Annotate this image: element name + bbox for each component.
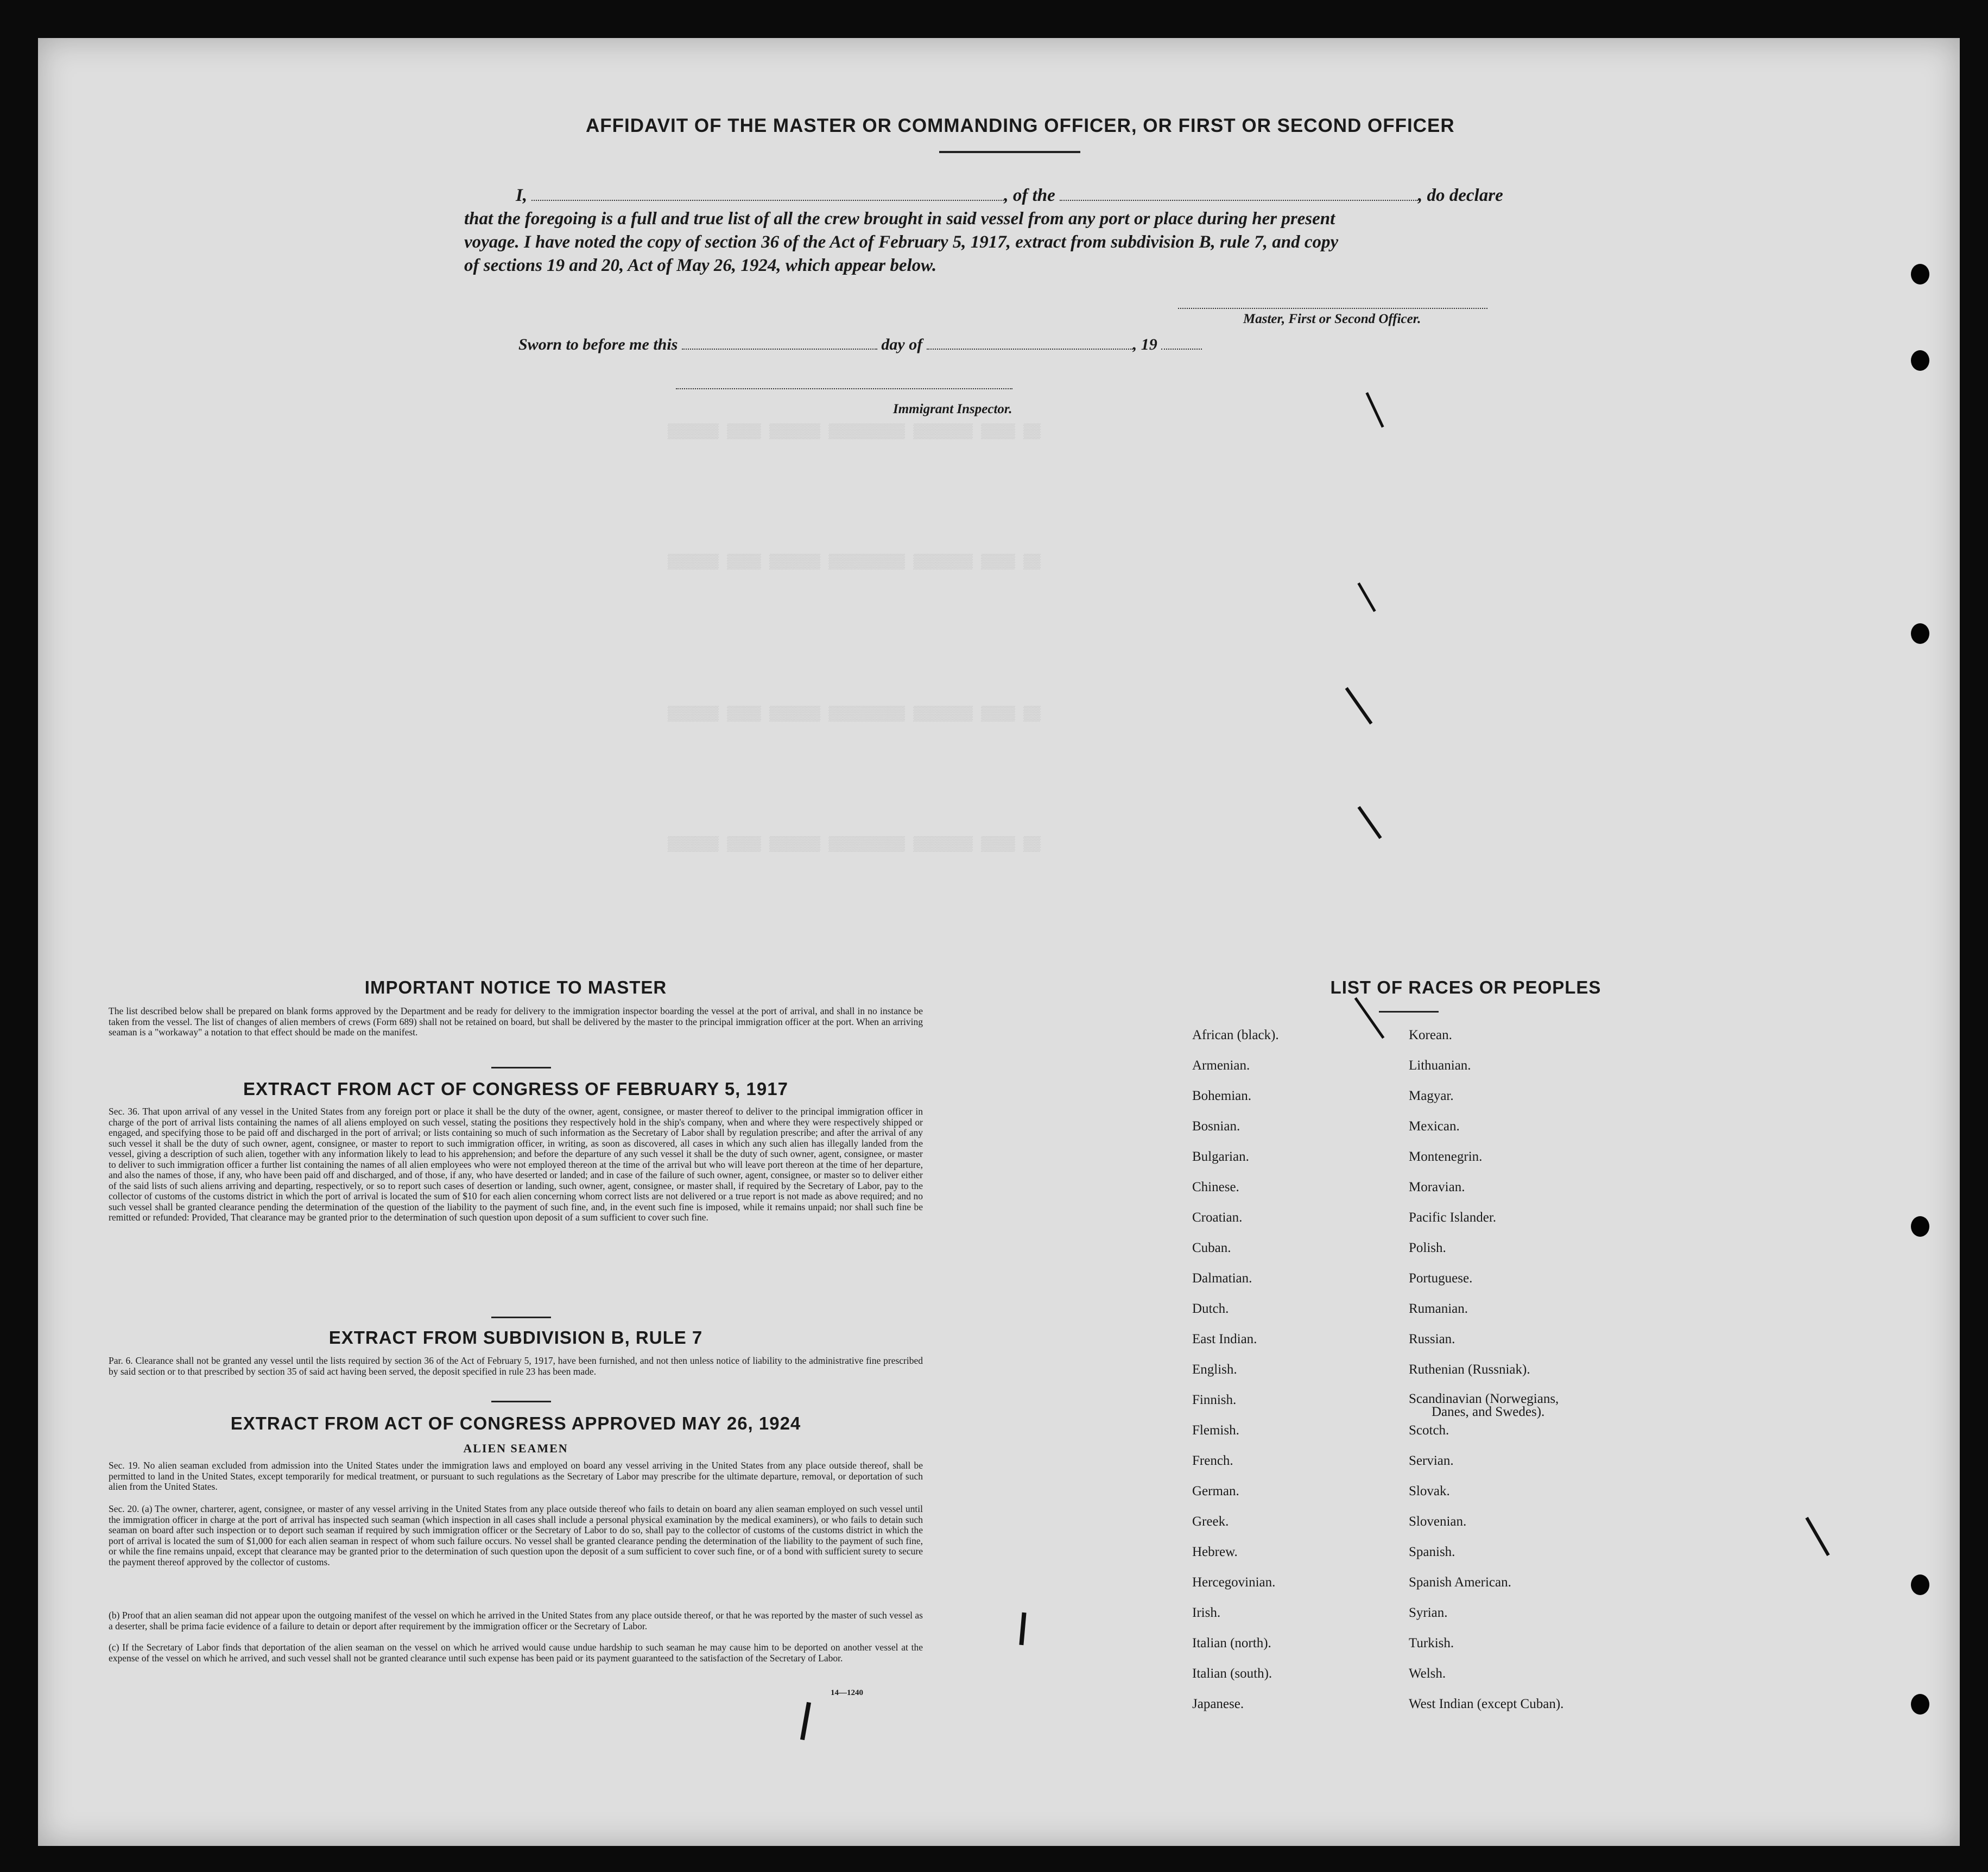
race-item: Russian. <box>1409 1332 1455 1346</box>
sworn-year-blank[interactable] <box>1161 333 1202 350</box>
extract-1917-body: Sec. 36. That upon arrival of any vessel in the United States from any foreign port or place it shall be the duty of the owner, agent, consignee, or master thereof to deliver to the principal immigration officer in charge of the port of arrival lists containing the names of all aliens employed on such vessel, stating the positions they respectively hold in the ship's company, when and where they were respectively shipped or engaged, and specifying those to be paid off and discharged in the port of arrival; or lists containing so much of such information as the Secretary of Labor shall by regulation prescribe; and after the arrival of any such vessel it shall be the duty of such owner, agent, consignee, or master to report to such immigration officer, in writing, as soon as discovered, all cases in which any such alien has illegally landed from the vessel, giving a description of such alien, together with any information likely to lead to his apprehension; and before the departure of any such vessel it shall be the duty of such owner, agent, consignee, or master to deliver to such immigration officer a further list containing the names of all alien employees who were not employed thereon at the time of the arrival but who will leave port thereon at the time of her departure, and also the names of those, if any, who have been paid off and discharged, and of those, if any, who have deserted or landed; and in case of the failure of such owner, agent, consignee, or master so to deliver either of the said lists of such aliens arriving and departing, respectively, or so to report such cases of desertion or landing, such owner, agent, consignee, or master shall, if required by the Secretary of Labor, pay to the collector of customs of the customs district in which the port of arrival is located the sum of $10 for each alien concerning whom correct lists are not delivered or a true report is not made as above required; and no such vessel shall be granted clearance pending the determination of the question of the liability to the payment of such fine, and, in the event such fine is imposed, while it remains unpaid; nor shall such fine be remitted or refunded: Provided, That clearance may be granted prior to the determination of such question upon deposit of a sum sufficient to cover such fine. <box>109 1106 923 1223</box>
binder-hole <box>1911 350 1929 371</box>
sec20b-body: (b) Proof that an alien seaman did not appear upon the outgoing manifest of the vessel on which he arrived in the United States from any place outside thereof, or that he was reported by the master of such vessel as a deserter, shall be prima facie evidence of a failure to detain or deport after requirement by the immigration officer or the Secretary of Labor. <box>109 1610 923 1631</box>
binder-hole <box>1911 1574 1929 1595</box>
race-item: Italian (north). <box>1192 1636 1271 1650</box>
i-label: I, <box>516 186 528 205</box>
sec20c-body: (c) If the Secretary of Labor finds that deportation of the alien seaman on the vessel on which he arrived would cause undue hardship to such seaman he may cause him to be deported on another vessel at the expense of the vessel on which he arrived, and such vessel shall not be granted clearance until such expense has been paid or its payment guaranteed to the satisfaction of the Secretary of Labor. <box>109 1642 923 1664</box>
race-item: Rumanian. <box>1409 1301 1468 1316</box>
race-item: Bohemian. <box>1192 1089 1252 1103</box>
race-item: Finnish. <box>1192 1393 1237 1407</box>
race-item: Croatian. <box>1192 1210 1243 1225</box>
bleed-through-text: ▒▒▒▒▒▒ ▒▒▒▒ ▒▒▒▒▒▒ ▒▒▒▒▒▒▒▒▒ ▒▒▒▒▒▒▒ ▒▒▒▒ ▒▒ <box>668 554 1041 570</box>
year-label: , 19 <box>1132 336 1157 353</box>
race-item: Portuguese. <box>1409 1271 1473 1286</box>
race-item: Dalmatian. <box>1192 1271 1252 1286</box>
race-item-line-2: Danes, and Swedes). <box>1432 1405 1545 1419</box>
extract-1924-title: EXTRACT FROM ACT OF CONGRESS APPROVED MAY 26, 1924 <box>230 1413 801 1433</box>
divider <box>491 1317 551 1318</box>
race-item: Polish. <box>1409 1241 1446 1255</box>
race-item-scandinavian <box>1409 1393 1563 1423</box>
race-item: Japanese. <box>1192 1697 1244 1711</box>
race-item: English. <box>1192 1362 1237 1377</box>
title-rule <box>939 151 1080 153</box>
race-item: Scotch. <box>1409 1423 1449 1438</box>
race-item: Hebrew. <box>1192 1545 1238 1559</box>
race-item: Welsh. <box>1409 1666 1446 1681</box>
race-item: Spanish. <box>1409 1545 1455 1559</box>
document-page <box>38 38 1960 1846</box>
race-item: Dutch. <box>1192 1301 1229 1316</box>
form-number: 14—1240 <box>831 1688 863 1697</box>
race-item: Lithuanian. <box>1409 1058 1471 1073</box>
master-signature-label: Master, First or Second Officer. <box>1243 312 1421 326</box>
sworn-day-blank[interactable] <box>682 333 877 350</box>
race-item: Ruthenian (Russniak). <box>1409 1362 1530 1377</box>
race-item: Chinese. <box>1192 1180 1239 1194</box>
bleed-through-text: ▒▒▒▒▒▒ ▒▒▒▒ ▒▒▒▒▒▒ ▒▒▒▒▒▒▒▒▒ ▒▒▒▒▒▒▒ ▒▒▒▒ ▒▒ <box>668 423 1041 440</box>
divider <box>491 1067 551 1068</box>
race-item: Mexican. <box>1409 1119 1460 1134</box>
name-blank[interactable] <box>531 185 1004 201</box>
affidavit-line-1 <box>516 185 1503 206</box>
affidavit-line-4: of sections 19 and 20, Act of May 26, 1924, which appear below. <box>464 256 937 275</box>
race-item: French. <box>1192 1453 1233 1468</box>
race-item: Bosnian. <box>1192 1119 1240 1134</box>
race-item: Pacific Islander. <box>1409 1210 1497 1225</box>
of-the-label: , of the <box>1004 186 1055 205</box>
race-item: Magyar. <box>1409 1089 1454 1103</box>
race-item: German. <box>1192 1484 1239 1498</box>
bleed-through-text: ▒▒▒▒▒▒ ▒▒▒▒ ▒▒▒▒▒▒ ▒▒▒▒▒▒▒▒▒ ▒▒▒▒▒▒▒ ▒▒▒▒ ▒▒ <box>668 706 1041 722</box>
extract-rule7-body: Par. 6. Clearance shall not be granted any vessel until the lists required by section 36 of the Act of February 5, 1917, have been furnished, and not then unless notice of liability to the administrative fine prescribed by said section or to that prescribed by section 35 of said act having been served, the deposit specified in rule 23 has been made. <box>109 1355 923 1377</box>
races-title: LIST OF RACES OR PEOPLES <box>1330 977 1601 997</box>
alien-seamen-subtitle: ALIEN SEAMEN <box>463 1441 568 1455</box>
race-item: Hercegovinian. <box>1192 1575 1276 1590</box>
master-signature-line[interactable] <box>1178 308 1487 309</box>
sworn-line <box>518 333 1202 354</box>
sec20a-body: Sec. 20. (a) The owner, charterer, agent, consignee, or master of any vessel arriving in the United States from any place outside thereof who fails to detain on board any alien seaman employed on such vessel until the immigration officer in charge at the port of arrival has inspected such seaman (which inspection in all cases shall include a personal physical examination by the medical examiners), or who fails to detain such seaman on board after such inspection or to deport such seaman if required by such immigration officer or the Secretary of Labor to do so, shall pay to the collector of customs of the customs district in which the port of arrival is located the sum of $1,000 for each alien seaman in respect of whom such failure occurs. No vessel shall be granted clearance pending the determination of the liability to the payment of such fine, or while the fine remains unpaid, except that clearance may be granted prior to the determination of such question upon the deposit of a sum sufficient to cover such fine, or of a bond with sufficient surety to secure the payment thereof approved by the collector of customs. <box>109 1503 923 1567</box>
race-item: Slovak. <box>1409 1484 1450 1498</box>
do-declare-label: , do declare <box>1418 186 1503 205</box>
extract-1917-title: EXTRACT FROM ACT OF CONGRESS OF FEBRUARY 5, 1917 <box>243 1079 788 1099</box>
sec19-body: Sec. 19. No alien seaman excluded from admission into the United States under the immigration laws and employed on board any vessel arriving in the United States from any place outside thereof, shall be permitted to land in the United States, except temporarily for medical treatment, or pursuant to such regulations as the Secretary of Labor may prescribe for the ultimate departure, removal, or deportation of such alien from the United States. <box>109 1460 923 1492</box>
affidavit-line-3: voyage. I have noted the copy of section 36 of the Act of February 5, 1917, extract from subdivision B, rule 7, and copy <box>464 232 1339 252</box>
race-item: Irish. <box>1192 1605 1221 1620</box>
race-item: Slovenian. <box>1409 1514 1467 1529</box>
race-item: Cuban. <box>1192 1241 1231 1255</box>
binder-hole <box>1911 264 1929 284</box>
binder-hole <box>1911 1694 1929 1715</box>
affidavit-title: AFFIDAVIT OF THE MASTER OR COMMANDING OFFICER, OR FIRST OR SECOND OFFICER <box>586 115 1455 136</box>
race-item: Spanish American. <box>1409 1575 1511 1590</box>
binder-hole <box>1911 1216 1929 1237</box>
races-left-column <box>1192 1028 1279 1727</box>
sworn-label: Sworn to before me this <box>518 336 678 353</box>
bleed-through-text: ▒▒▒▒▒▒ ▒▒▒▒ ▒▒▒▒▒▒ ▒▒▒▒▒▒▒▒▒ ▒▒▒▒▒▒▒ ▒▒▒▒ ▒▒ <box>668 836 1041 852</box>
binder-hole <box>1911 623 1929 644</box>
race-item: Armenian. <box>1192 1058 1250 1073</box>
race-item: Korean. <box>1409 1028 1452 1042</box>
race-item: Syrian. <box>1409 1605 1448 1620</box>
race-item: Flemish. <box>1192 1423 1239 1438</box>
race-item: Moravian. <box>1409 1180 1465 1194</box>
race-item: West Indian (except Cuban). <box>1409 1697 1564 1711</box>
divider <box>491 1401 551 1402</box>
notice-body: The list described below shall be prepared on blank forms approved by the Department and be ready for delivery to the immigration inspector boarding the vessel at the port of arrival, and shall in no instance be taken from the vessel. The list of changes of alien members of crews (Form 689) shall not be retained on board, but shall be delivered by the master to the principal immigration officer at the port. When an arriving seaman is a "workaway" a notation to that effect should be made on the manifest. <box>109 1005 923 1038</box>
extract-rule7-title: EXTRACT FROM SUBDIVISION B, RULE 7 <box>328 1327 703 1348</box>
sworn-month-blank[interactable] <box>927 333 1133 350</box>
race-item: African (black). <box>1192 1028 1279 1042</box>
race-item: East Indian. <box>1192 1332 1257 1346</box>
race-item: Bulgarian. <box>1192 1149 1249 1164</box>
day-of-label: day of <box>881 336 923 353</box>
race-item: Turkish. <box>1409 1636 1454 1650</box>
inspector-signature-line[interactable] <box>676 388 1012 389</box>
notice-title: IMPORTANT NOTICE TO MASTER <box>364 977 667 997</box>
race-item: Montenegrin. <box>1409 1149 1483 1164</box>
race-item: Servian. <box>1409 1453 1454 1468</box>
race-item-line-1: Scandinavian (Norwegians, <box>1409 1392 1559 1406</box>
races-right-column <box>1409 1028 1563 1727</box>
inspector-signature-label: Immigrant Inspector. <box>893 402 1012 416</box>
vessel-blank[interactable] <box>1060 185 1418 201</box>
affidavit-line-2: that the foregoing is a full and true list of all the crew brought in said vessel from any port or place during her present <box>464 209 1335 229</box>
race-item: Italian (south). <box>1192 1666 1272 1681</box>
race-item: Greek. <box>1192 1514 1229 1529</box>
divider <box>1379 1011 1439 1013</box>
